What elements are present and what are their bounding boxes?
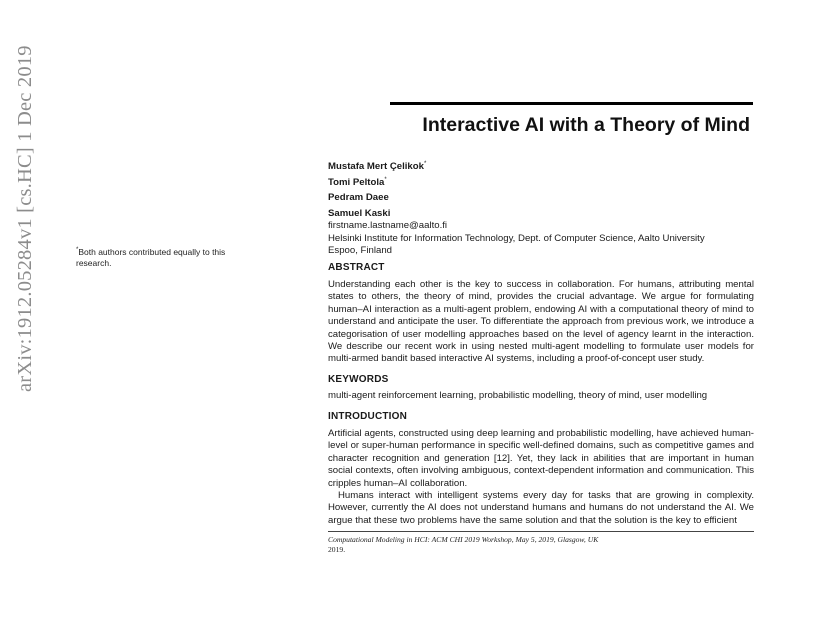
abstract-heading: ABSTRACT: [328, 262, 385, 273]
arxiv-identifier: arXiv:1912.05284v1 [cs.HC] 1 Dec 2019: [14, 45, 36, 392]
author-affiliation: Helsinki Institute for Information Technology, Dept. of Computer Science, Aalto University: [328, 232, 705, 244]
author-name: Pedram Daee: [328, 192, 389, 204]
conference-rule: [328, 531, 754, 532]
author-2: [328, 174, 754, 190]
footnote-marker: *: [76, 247, 79, 253]
abstract-text: Understanding each other is the key to success in collaboration. For humans, attributing mental states to others, the theory of mind, provides the crucial advantage. We argue for formulating human–AI interaction as a multi-agent problem, endowing AI with a computational theory of mind to understand and anticipate the user. To differentiate the approach from previous work, we introduce a categorisation of user modelling approaches based on the level of agency learnt in the interaction. We describe our recent work in using nested multi-agent modelling to formulate user models for multi-armed bandit based interactive AI systems, including a proof-of-concept user study.: [328, 279, 754, 365]
author-marker: *: [384, 176, 387, 183]
author-block: [328, 158, 754, 258]
author-name: Samuel Kaski: [328, 207, 391, 219]
keywords-text: multi-agent reinforcement learning, probabilistic modelling, theory of mind, user modelling: [328, 390, 708, 401]
author-1: [328, 158, 754, 174]
author-location: Espoo, Finland: [328, 245, 392, 257]
conference-note: [328, 535, 754, 555]
introduction-paragraph-2: Humans interact with intelligent systems every day for tasks that are growing in complexity. However, currently the AI does not understand humans and humans do not understand the AI. We argue that these two problems have the same solution and that the solution is the key to efficient: [328, 490, 754, 526]
author-marker: *: [423, 161, 427, 167]
author-name: Mustafa Mert Çelikok: [328, 161, 424, 173]
author-email: firstname.lastname@aalto.fi: [328, 220, 448, 232]
introduction-paragraph-1: Artificial agents, constructed using deep learning and probabilistic modelling, have achieved human-level or super-human performance in specific well-defined domains, such as competitive games and character recognition and generation [12]. Yet, they lack in abilities that are important in human social contexts, often involving ambiguous, context-dependent information and communication. This cripples human–AI collaboration.: [328, 428, 754, 489]
footnote-text: Both authors contributed equally to this research.: [76, 246, 226, 268]
author-4: [328, 205, 754, 221]
conference-venue: Computational Modeling in HCI: ACM CHI 2019 Workshop, May 5, 2019, Glasgow, UK: [328, 535, 599, 544]
title-rule: [390, 102, 753, 105]
conference-year: 2019.: [328, 545, 346, 554]
introduction-heading: INTRODUCTION: [328, 411, 408, 422]
introduction-body: [328, 428, 754, 527]
author-3: [328, 189, 754, 205]
keywords-heading: KEYWORDS: [328, 374, 389, 385]
equal-contribution-footnote: [76, 245, 261, 269]
author-name: Tomi Peltola: [328, 176, 385, 188]
paper-title: Interactive AI with a Theory of Mind: [422, 114, 750, 136]
